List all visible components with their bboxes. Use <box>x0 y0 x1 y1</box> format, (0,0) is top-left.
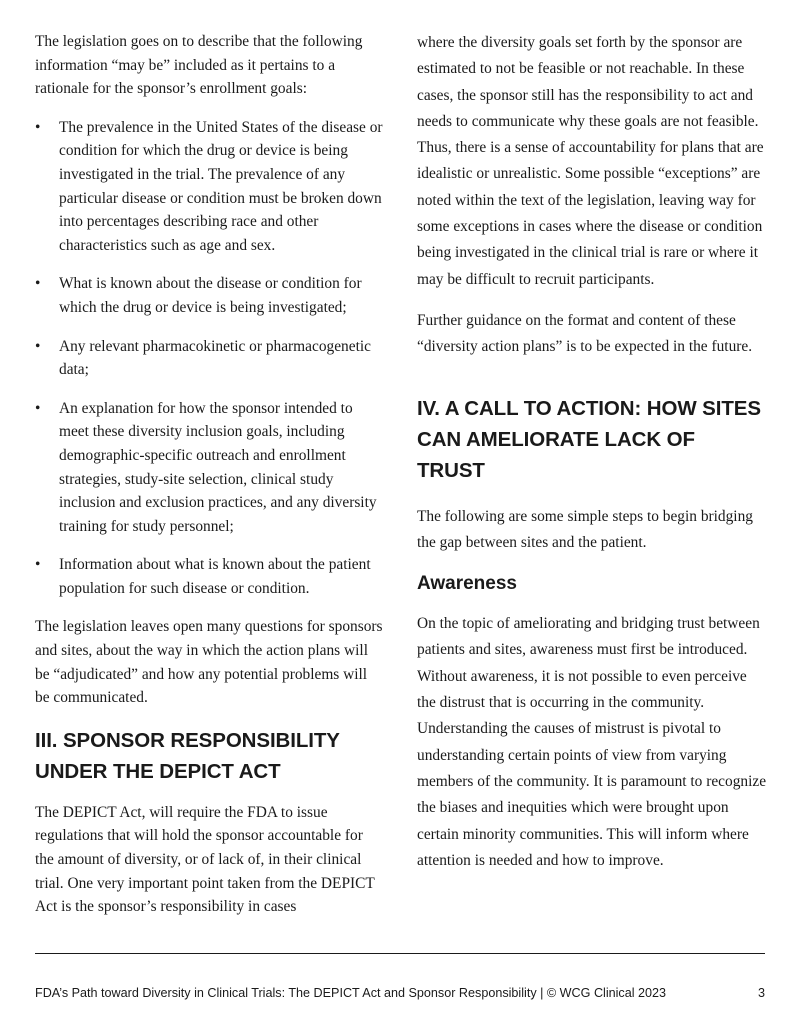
bullet-icon: • <box>35 556 41 574</box>
list-item-text: The prevalence in the United States of the disease or condition for which the drug or device is being investigated in the trial. The prevalence of any particular disease or condition must be broken down into percentages describing race and other characteristics such as age and sex. <box>59 118 383 254</box>
list-item-text: Information about what is known about the patient population for such disease or condition. <box>59 556 371 597</box>
awareness-paragraph: On the topic of ameliorating and bridging trust between patients and sites, awareness must first be introduced. Without awareness, it is not possible to even perceive the distrust that is occurring in the community. Understanding the causes of mistrust is pivotal to understanding certain points of view from varying members of the community. It is paramount to recognize the biases and inequities which were brought upon certain minority communities. This will inform where attention is needed and how to improve. <box>417 615 767 869</box>
open-questions-paragraph: The legislation leaves open many questions for sponsors and sites, about the way in which the action plans will be “adjudicated” and how any potential problems will be communicated. <box>35 618 383 707</box>
footer-text: FDA’s Path toward Diversity in Clinical Trials: The DEPICT Act and Sponsor Responsibility | © WCG Clinical 2023 <box>35 986 667 1000</box>
steps-paragraph: The following are some simple steps to begin bridging the gap between sites and the patient. <box>417 507 753 551</box>
bullet-icon: • <box>35 337 41 355</box>
guidance-paragraph: Further guidance on the format and content of these “diversity action plans” is to be expected in the future. <box>417 311 753 356</box>
list-item <box>35 553 385 600</box>
list-item <box>35 116 385 258</box>
left-column <box>35 30 385 934</box>
section-heading-call-to-action: IV. A CALL TO ACTION: HOW SITES CAN AMELIORATE LACK OF TRUST <box>417 396 761 482</box>
depict-act-paragraph: The DEPICT Act, will require the FDA to issue regulations that will hold the sponsor accountable for the amount of diversity, or of lack of, in their clinical trial. One very important point taken from the DEPICT Act is the sponsor’s responsibility in cases <box>35 803 375 916</box>
section-heading-sponsor-responsibility: III. SPONSOR RESPONSIBILITY UNDER THE DEPICT ACT <box>35 728 340 783</box>
list-item <box>35 335 385 382</box>
list-item-text: An explanation for how the sponsor intended to meet these diversity inclusion goals, including demographic-specific outreach and enrollment strategies, study-site selection, clinical study inclusion and exclusion practices, and any diversity training for study personnel; <box>59 399 377 535</box>
bullet-icon: • <box>35 275 41 293</box>
subheading-awareness: Awareness <box>417 573 517 595</box>
footer-divider <box>35 953 765 954</box>
page-number: 3 <box>757 986 765 1000</box>
list-item <box>35 272 385 319</box>
list-item <box>35 397 385 539</box>
right-column <box>417 30 767 889</box>
list-item-text: Any relevant pharmacokinetic or pharmacogenetic data; <box>59 337 371 379</box>
bullet-icon: • <box>35 118 41 136</box>
rationale-bullet-list <box>35 116 385 601</box>
list-item-text: What is known about the disease or condition for which the drug or device is being investigated; <box>59 275 362 316</box>
bullet-icon: • <box>35 399 41 417</box>
continued-paragraph: where the diversity goals set forth by the sponsor are estimated to not be feasible or not reachable. In these cases, the sponsor still has the responsibility to act and needs to communicate why these goals are not feasible. Thus, there is a sense of accountability for plans that are idealistic or unrealistic. Some possible “exceptions” are noted within the text of the legislation, leaving way for some exceptions in cases where the disease or condition being investigated in the clinical trial is rare or where it may be difficult to recruit participants. <box>417 34 764 288</box>
intro-paragraph: The legislation goes on to describe that the following information “may be” included as it pertains to a rationale for the sponsor’s enrollment goals: <box>35 33 363 98</box>
